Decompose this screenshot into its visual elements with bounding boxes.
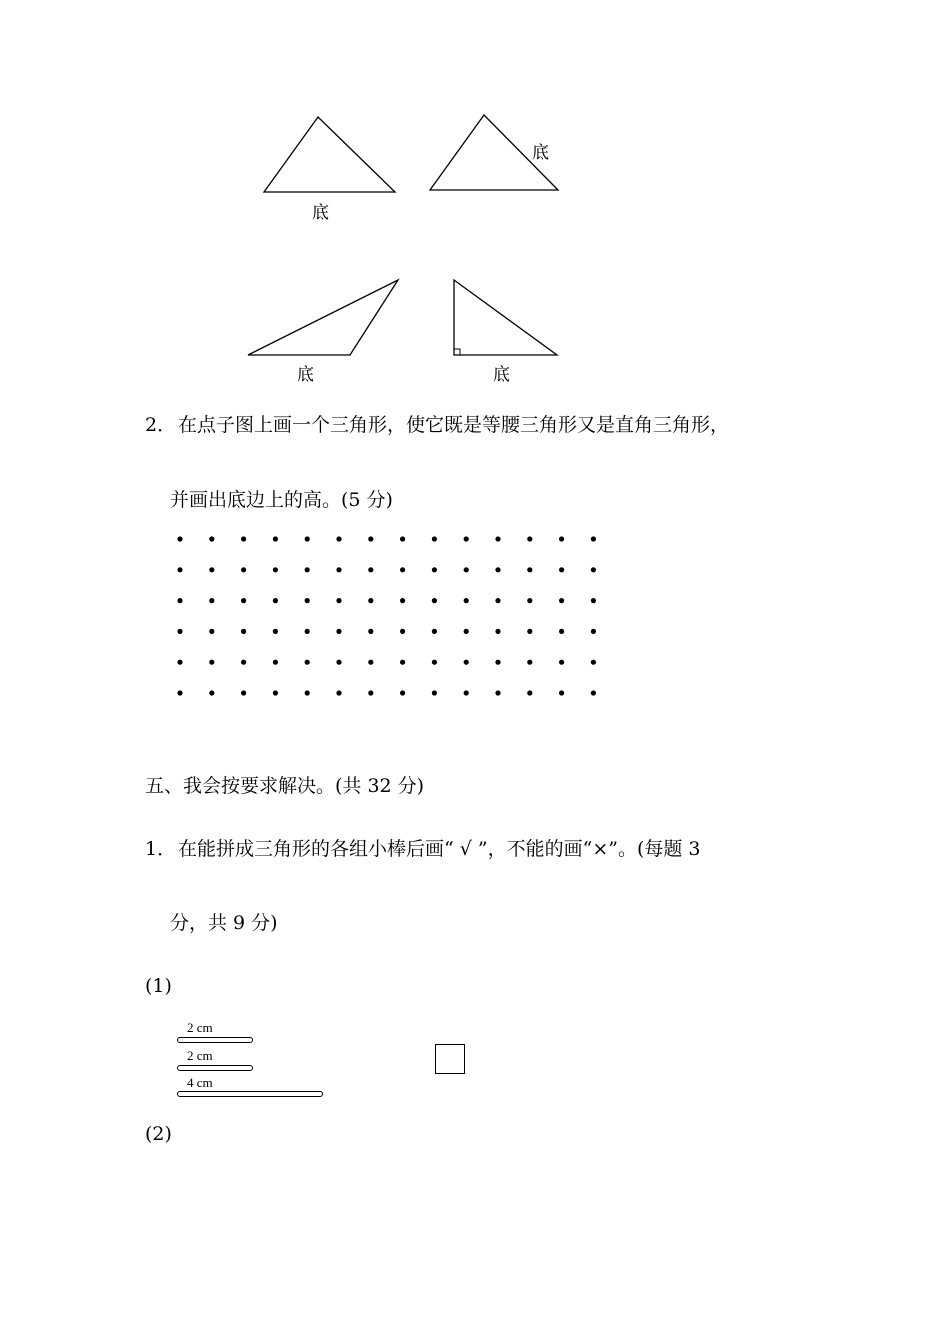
grid-dot[interactable] — [432, 567, 437, 572]
grid-dot[interactable] — [305, 660, 310, 665]
grid-dot[interactable] — [177, 536, 182, 541]
grid-dot[interactable] — [368, 567, 373, 572]
question-1-line1: 在能拼成三角形的各组小棒后画“ √ ”，不能的画“×”。(每题 3 — [178, 838, 701, 860]
grid-dot[interactable] — [177, 660, 182, 665]
grid-dot[interactable] — [591, 536, 596, 541]
grid-dot[interactable] — [527, 629, 532, 634]
grid-dot[interactable] — [559, 660, 564, 665]
grid-dot[interactable] — [368, 536, 373, 541]
grid-dot[interactable] — [495, 598, 500, 603]
grid-dot[interactable] — [273, 690, 278, 695]
grid-dot[interactable] — [241, 629, 246, 634]
grid-dot[interactable] — [400, 536, 405, 541]
right-angle-mark — [454, 349, 460, 355]
triangle-1 — [264, 117, 395, 192]
grid-dot[interactable] — [209, 567, 214, 572]
grid-dot[interactable] — [464, 598, 469, 603]
grid-dot[interactable] — [464, 660, 469, 665]
stick-2 — [177, 1065, 253, 1071]
grid-dot[interactable] — [464, 536, 469, 541]
grid-dot[interactable] — [464, 567, 469, 572]
grid-dot[interactable] — [495, 690, 500, 695]
grid-dot[interactable] — [209, 536, 214, 541]
grid-dot[interactable] — [177, 629, 182, 634]
grid-dot[interactable] — [495, 629, 500, 634]
grid-dot[interactable] — [559, 536, 564, 541]
grid-dot[interactable] — [273, 536, 278, 541]
grid-dot[interactable] — [273, 598, 278, 603]
triangle-2-base-label: 底 — [532, 143, 549, 163]
grid-dot[interactable] — [305, 629, 310, 634]
grid-dot[interactable] — [209, 629, 214, 634]
question-1-number: 1． — [145, 838, 177, 860]
grid-dot[interactable] — [209, 660, 214, 665]
grid-dot[interactable] — [241, 567, 246, 572]
grid-dot[interactable] — [368, 598, 373, 603]
grid-dot[interactable] — [559, 629, 564, 634]
grid-dot[interactable] — [400, 660, 405, 665]
part-1-label: (1) — [145, 975, 172, 997]
triangle-3 — [248, 280, 398, 355]
grid-dot[interactable] — [368, 660, 373, 665]
grid-dot[interactable] — [209, 598, 214, 603]
stick-1 — [177, 1037, 253, 1043]
grid-dot[interactable] — [527, 536, 532, 541]
grid-dot[interactable] — [464, 690, 469, 695]
question-2-number: 2． — [145, 414, 177, 436]
answer-box-1[interactable] — [435, 1044, 465, 1074]
triangle-3-base-label: 底 — [297, 365, 314, 385]
part-2-label: (2) — [145, 1123, 172, 1145]
grid-dot[interactable] — [400, 567, 405, 572]
grid-dot[interactable] — [559, 690, 564, 695]
section-5-title: 五、我会按要求解决。(共 32 分) — [145, 775, 425, 797]
grid-dot[interactable] — [400, 690, 405, 695]
grid-dot[interactable] — [591, 567, 596, 572]
grid-dot[interactable] — [368, 690, 373, 695]
triangle-1-base-label: 底 — [312, 203, 329, 223]
grid-dot[interactable] — [336, 536, 341, 541]
stick-3 — [177, 1091, 323, 1097]
grid-dot[interactable] — [177, 690, 182, 695]
grid-dot[interactable] — [432, 690, 437, 695]
grid-dot[interactable] — [591, 629, 596, 634]
grid-dot[interactable] — [559, 567, 564, 572]
grid-dot[interactable] — [241, 690, 246, 695]
grid-dot[interactable] — [432, 536, 437, 541]
grid-dot[interactable] — [495, 660, 500, 665]
grid-dot[interactable] — [209, 690, 214, 695]
grid-dot[interactable] — [305, 536, 310, 541]
grid-dot[interactable] — [177, 598, 182, 603]
grid-dot[interactable] — [305, 598, 310, 603]
grid-dot[interactable] — [432, 660, 437, 665]
grid-dot[interactable] — [432, 629, 437, 634]
grid-dot[interactable] — [241, 536, 246, 541]
grid-dot[interactable] — [177, 567, 182, 572]
grid-dot[interactable] — [336, 567, 341, 572]
grid-dot[interactable] — [495, 536, 500, 541]
grid-dot[interactable] — [400, 598, 405, 603]
grid-dot[interactable] — [336, 629, 341, 634]
grid-dot[interactable] — [305, 690, 310, 695]
triangle-4 — [454, 280, 557, 355]
grid-dot[interactable] — [273, 629, 278, 634]
grid-dot[interactable] — [305, 567, 310, 572]
grid-dot[interactable] — [559, 598, 564, 603]
grid-dot[interactable] — [273, 567, 278, 572]
stick-1-label: 2 cm — [187, 1020, 213, 1035]
grid-dot[interactable] — [527, 660, 532, 665]
grid-dot[interactable] — [400, 629, 405, 634]
grid-dot[interactable] — [336, 690, 341, 695]
question-1-line2: 分，共 9 分) — [170, 912, 278, 934]
question-2-line2: 并画出底边上的高。(5 分) — [170, 489, 393, 511]
stick-2-label: 2 cm — [187, 1048, 213, 1063]
grid-dot[interactable] — [527, 690, 532, 695]
question-2-line1: 在点子图上画一个三角形，使它既是等腰三角形又是直角三角形， — [178, 414, 730, 436]
grid-dot[interactable] — [336, 598, 341, 603]
grid-dot[interactable] — [464, 629, 469, 634]
dot-grid — [177, 536, 596, 695]
grid-dot[interactable] — [591, 598, 596, 603]
grid-dot[interactable] — [273, 660, 278, 665]
grid-dot[interactable] — [495, 567, 500, 572]
grid-dot[interactable] — [591, 660, 596, 665]
grid-dot[interactable] — [368, 629, 373, 634]
grid-dot[interactable] — [241, 598, 246, 603]
grid-dot[interactable] — [336, 660, 341, 665]
stick-3-label: 4 cm — [187, 1075, 213, 1090]
triangle-4-base-label: 底 — [493, 365, 510, 385]
grid-dot[interactable] — [527, 598, 532, 603]
grid-dot[interactable] — [591, 690, 596, 695]
grid-dot[interactable] — [241, 660, 246, 665]
grid-dot[interactable] — [432, 598, 437, 603]
grid-dot[interactable] — [527, 567, 532, 572]
